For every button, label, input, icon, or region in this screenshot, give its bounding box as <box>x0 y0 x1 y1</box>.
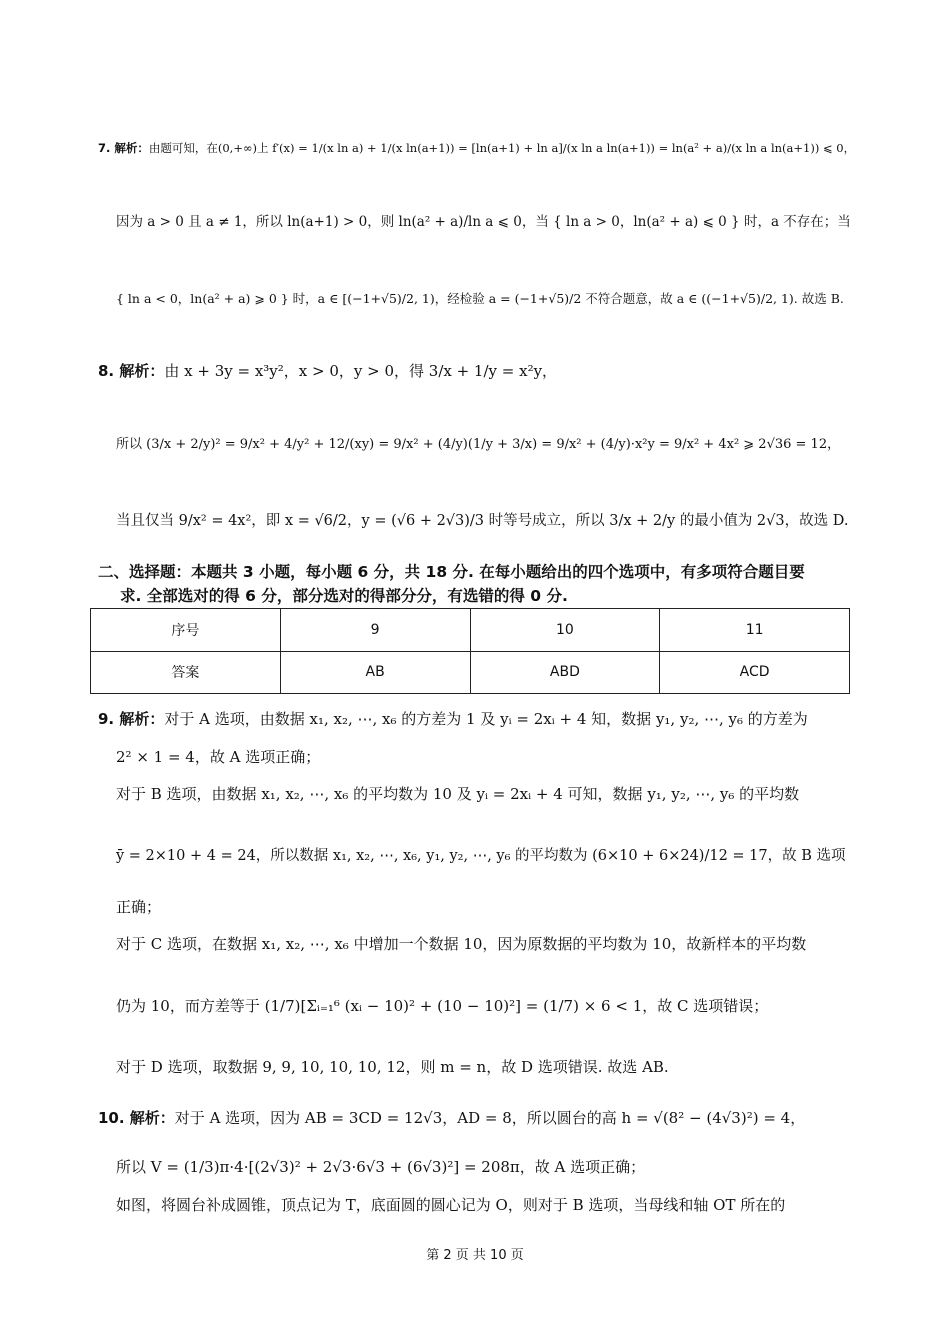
question-lead: 10. 解析： <box>98 1109 175 1127</box>
q8-line-2: 所以 (3/x + 2/y)² = 9/x² + 4/y² + 12/(xy) = 9/x² + (4/y)(1/y + 3/x) = 9/x² + (4/y)·x²y = 9/x² + 4x² ⩾ 2√36 = 12， <box>116 437 841 452</box>
q7-line-2: 因为 a > 0 且 a ≠ 1，所以 ln(a+1) > 0，则 ln(a² + a)/ln a ⩽ 0，当 { ln a > 0，ln(a² + a) ⩽ 0 } 时，a 不存在；当 <box>116 214 851 230</box>
q10-line-3: 如图，将圆台补成圆锥，顶点记为 T，底面圆的圆心记为 O，则对于 B 选项，当母线和轴 OT 所在的 <box>116 1196 786 1214</box>
question-lead: 7. 解析： <box>98 141 149 155</box>
question-lead: 8. 解析： <box>98 362 165 380</box>
q9-line-7: 仍为 10，而方差等于 (1/7)[Σᵢ₌₁⁶ (xᵢ − 10)² + (10 − 10)²] = (1/7) × 6 < 1，故 C 选项错误； <box>116 997 769 1015</box>
q9-line-5: 正确； <box>116 898 162 916</box>
question-lead: 9. 解析： <box>98 710 165 728</box>
table-cell-q10: 10 <box>470 609 660 652</box>
q9-line-4: ȳ = 2×10 + 4 = 24，所以数据 x₁, x₂, ⋯, x₆, y₁, y₂, ⋯, y₆ 的平均数为 (6×10 + 6×24)/12 = 17，故 B 选项 <box>116 848 846 864</box>
table-cell-answer-label: 答案 <box>91 651 281 694</box>
table-cell-answer-q11: ACD <box>660 651 850 694</box>
section-2-heading-line-2: 求. 全部选对的得 6 分，部分选对的得部分分，有选错的得 0 分. <box>120 587 568 605</box>
q7-line-3: { ln a < 0，ln(a² + a) ⩾ 0 } 时，a ∈ [(−1+√5)/2, 1)，经检验 a = (−1+√5)/2 不符合题意，故 a ∈ ((−1+√5)/2, 1). 故选 B. <box>116 291 844 306</box>
q10-line-2: 所以 V = (1/3)π·4·[(2√3)² + 2√3·6√3 + (6√3)²] = 208π，故 A 选项正确； <box>116 1158 646 1176</box>
q9-line-1: 9. 解析：对于 A 选项，由数据 x₁, x₂, ⋯, x₆ 的方差为 1 及 yᵢ = 2xᵢ + 4 知，数据 y₁, y₂, ⋯, y₆ 的方差为 <box>98 710 808 728</box>
q9-line-6: 对于 C 选项，在数据 x₁, x₂, ⋯, x₆ 中增加一个数据 10，因为原数据的平均数为 10，故新样本的平均数 <box>116 935 807 953</box>
q10-line-1: 10. 解析：对于 A 选项，因为 AB = 3CD = 12√3，AD = 8，所以圆台的高 h = √(8² − (4√3)²) = 4， <box>98 1109 806 1127</box>
table-cell-header-label: 序号 <box>91 609 281 652</box>
q9-line-3: 对于 B 选项，由数据 x₁, x₂, ⋯, x₆ 的平均数为 10 及 yᵢ = 2xᵢ + 4 可知，数据 y₁, y₂, ⋯, y₆ 的平均数 <box>116 785 800 803</box>
page-footer: 第 2 页 共 10 页 <box>426 1248 524 1263</box>
table-cell-answer-q10: ABD <box>470 651 660 694</box>
section-2-heading <box>98 560 868 608</box>
table-cell-q11: 11 <box>660 609 850 652</box>
q7-line-1: 7. 解析：由题可知，在(0,+∞)上 f′(x) = 1/(x ln a) + 1/(x ln(a+1)) = [ln(a+1) + ln a]/(x ln a ln(a+1)) = ln(a² + a)/(x ln a ln(a+1)) ⩽ 0， <box>98 141 856 155</box>
section-2-heading-line-1: 二、选择题：本题共 3 小题，每小题 6 分，共 18 分. 在每小题给出的四个选项中，有多项符合题目要 <box>98 563 805 581</box>
q8-line-3: 当且仅当 9/x² = 4x²，即 x = √6/2，y = (√6 + 2√3)/3 时等号成立，所以 3/x + 2/y 的最小值为 2√3，故选 D. <box>116 513 849 529</box>
answer-table-header-row <box>91 609 850 652</box>
table-cell-answer-q9: AB <box>280 651 470 694</box>
answer-table <box>90 608 850 694</box>
q8-line-1: 8. 解析：由 x + 3y = x³y²，x > 0，y > 0，得 3/x + 1/y = x²y， <box>98 362 558 380</box>
table-cell-q9: 9 <box>280 609 470 652</box>
answer-table-answer-row <box>91 651 850 694</box>
q9-line-8: 对于 D 选项，取数据 9, 9, 10, 10, 10, 12，则 m = n，故 D 选项错误. 故选 AB. <box>116 1058 669 1076</box>
q9-line-2: 2² × 1 = 4，故 A 选项正确； <box>116 748 321 766</box>
